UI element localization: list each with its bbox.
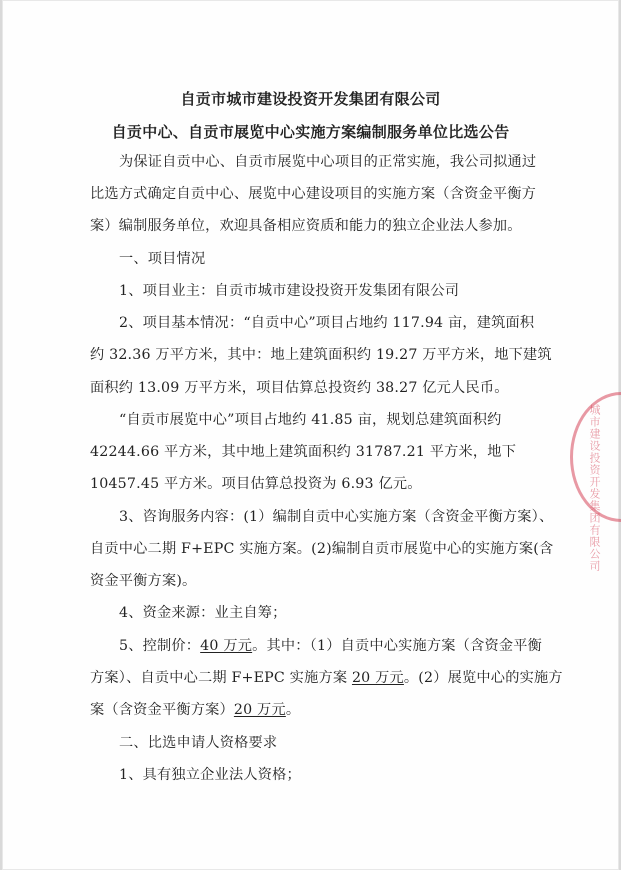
exhibition-line-3: 10457.45 平方米。项目估算总投资为 6.93 亿元。 [90,476,422,492]
item-4-funding: 4、资金来源：业主自筹； [119,605,287,621]
intro-line-3: 案）编制服务单位，欢迎具备相应资质和能力的独立企业法人参加。 [90,218,522,234]
item-3-line-2: 自贡中心二期 F+EPC 实施方案。(2)编制自贡市展览中心的实施方案(含 [90,541,554,557]
item-5-line-3-prefix: 案（含资金平衡方案） [90,702,234,718]
item-3-line-3: 资金平衡方案)。 [90,573,197,589]
exhibition-line-2: 42244.66 平方米，其中地上建筑面积约 31787.21 平方米，地下 [90,444,517,460]
section-1-heading: 一、项目情况 [119,251,206,267]
item-5-line-2-prefix: 方案）、自贡中心二期 F+EPC 实施方案 [90,670,352,686]
item-2-line-1: 2、项目基本情况：“自贡中心”项目占地约 117.94 亩，建筑面积 [119,315,535,331]
section-2-item-1: 1、具有独立企业法人资格； [119,767,301,783]
item-5-prefix: 5、控制价： [119,638,201,654]
control-price-part-1: 20 万元 [351,670,404,686]
item-3-line-1: 3、咨询服务内容：(1）编制自贡中心实施方案（含资金平衡方案）、 [119,509,554,525]
item-5-line-2-suffix: 。(2）展览中心的实施方 [403,670,563,686]
item-5-line-3-suffix: 。 [285,702,301,718]
company-seal-text: 城市建设投资开发集团有限公司 [588,404,601,572]
control-price-total: 40 万元 [200,638,253,654]
item-5-line-1-suffix: 。其中：（1）自贡中心实施方案（含资金平衡 [252,638,543,654]
document-page [2,0,619,870]
exhibition-line-1: “自贡市展览中心”项目占地约 41.85 亩，规划总建筑面积约 [119,412,502,428]
intro-line-1: 为保证自贡中心、自贡市展览中心项目的正常实施，我公司拟通过 [119,154,537,170]
notice-title: 自贡中心、自贡市展览中心实施方案编制服务单位比选公告 [111,123,510,141]
section-2-heading: 二、比选申请人资格要求 [119,735,278,751]
item-5-line-3 [90,700,300,720]
control-price-part-2: 20 万元 [233,702,286,718]
item-2-line-3: 面积约 13.09 万平方米，项目估算总投资约 38.27 亿元人民币。 [90,380,509,396]
item-5-line-1 [119,636,542,656]
intro-line-2: 比选方式确定自贡中心、展览中心建设项目的实施方案（含资金平衡方 [90,186,537,202]
item-2-line-2: 约 32.36 万平方米，其中：地上建筑面积约 19.27 万平方米，地下建筑 [90,347,552,363]
item-1-owner: 1、项目业主：自贡市城市建设投资开发集团有限公司 [119,283,460,299]
company-title: 自贡市城市建设投资开发集团有限公司 [180,90,441,108]
item-5-line-2 [90,668,563,688]
